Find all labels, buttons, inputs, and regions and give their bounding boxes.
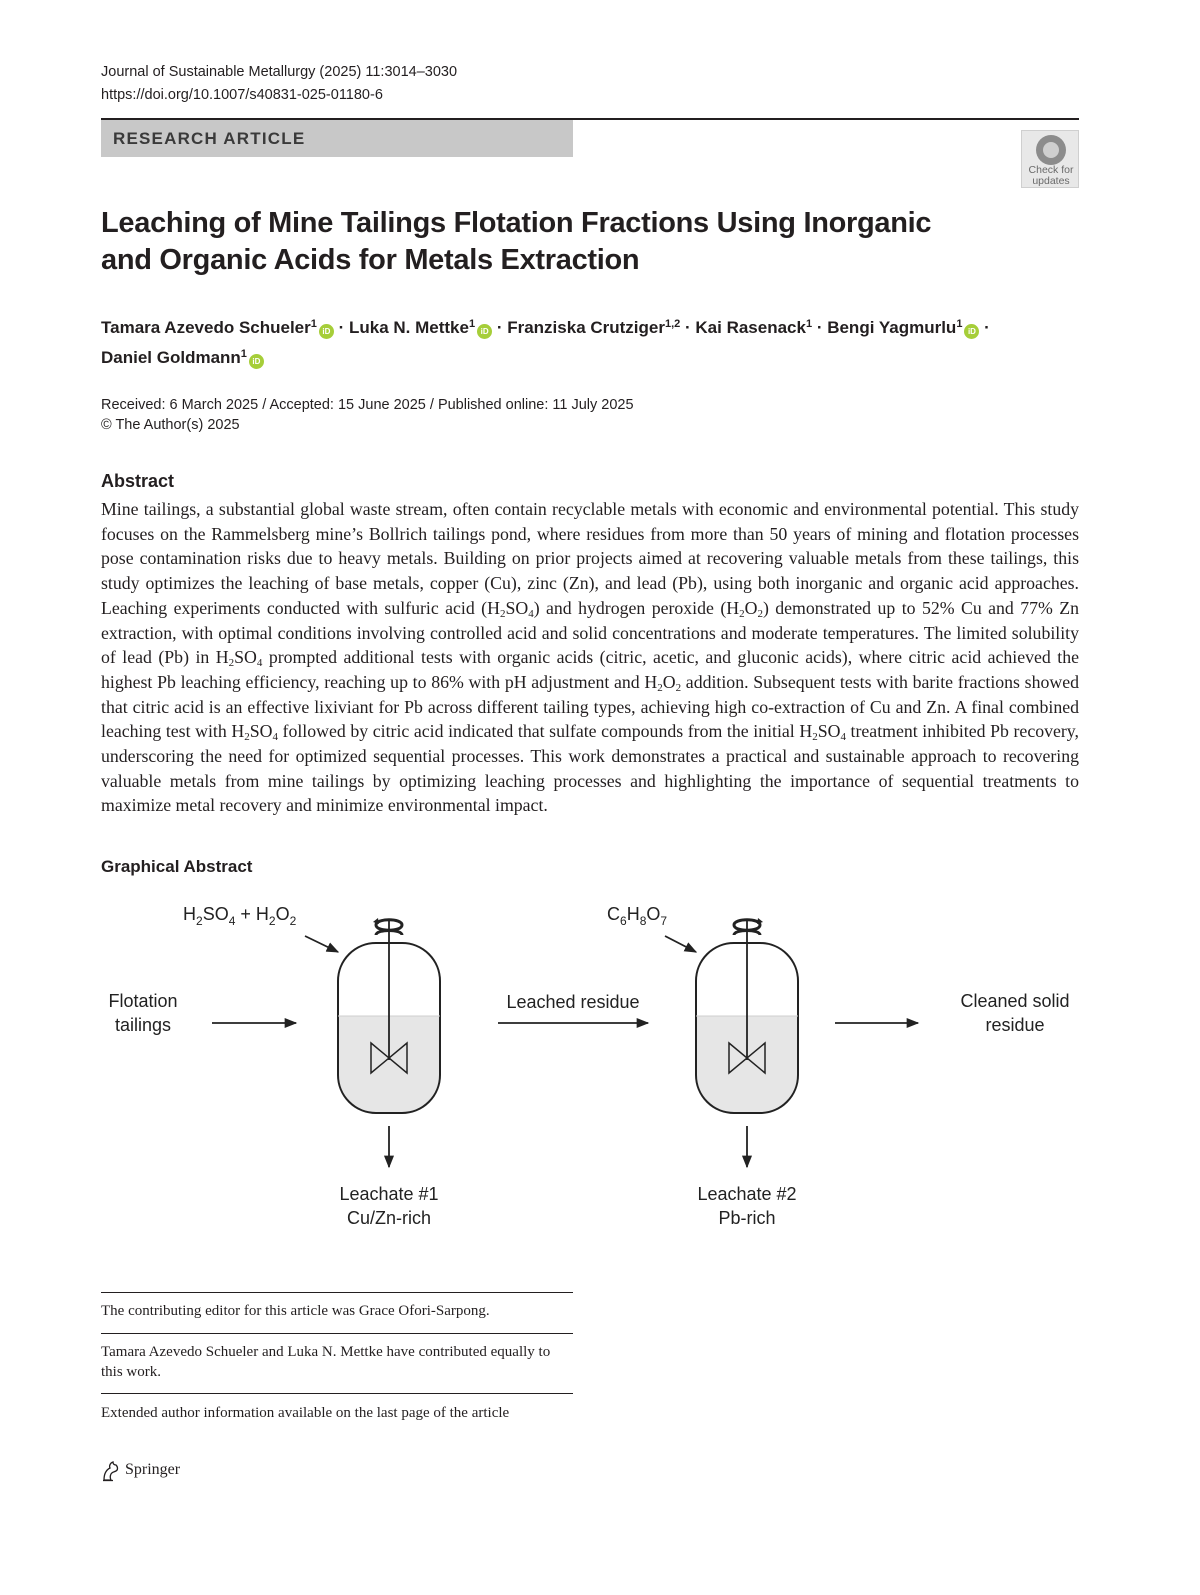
leachate-1-label-line-1: Leachate #1 [339,1184,439,1204]
title-line-2: and Organic Acids for Metals Extraction [101,244,640,276]
reagent-1-arrow [305,936,338,952]
reactor-1 [338,918,440,1116]
author-name: Luka N. Mettke [349,318,469,337]
author-name: Bengi Yagmurlu [827,318,957,337]
article-title [101,205,1001,279]
footnote-extended-info: Extended author information available on the last page of the article [101,1405,510,1421]
affiliation-marker: 1 [468,318,476,330]
reagent-2-label: $C_6H_8O_7$ [607,904,668,928]
abstract-text: ) demonstrated up to 52% Cu and 77% Zn extraction, with optimal conditions involving controlled acid and solid concentrations and moderate temperatures. The limited solubility of lead (Pb) in [101,597,1079,668]
input-label-line-1: Flotation [108,991,178,1011]
footnote-editor: The contributing editor for this article was Grace Ofori-Sarpong. [101,1303,490,1319]
doi-link[interactable]: https://doi.org/10.1007/s40831-025-01180-6 [101,87,383,103]
crossmark-label: Check for updates [1028,164,1074,187]
author-name: Franziska Crutziger [507,318,665,337]
reagent-2-arrow [665,936,696,952]
abstract-text: Mine tailings, a substantial global waste stream, often contain recyclable metals with economic and environmental potential. This study focuses on the Rammelsberg mine’s Bollrich tailings pond, where residues from more than 50 years of mining and flotation processes pose contamination risks due to heavy metals. Building on prior projects aimed at recovering valuable metals from these tailings, this study optimizes the leaching of base metals, copper (Cu), zinc (Zn), and lead (Pb), using both inorganic and organic acid approaches. Leaching experiments conducted with sulfuric acid ( [101,499,1079,618]
output-label-line-2: residue [985,1015,1045,1035]
footnote-rule [101,1393,573,1394]
graphical-abstract-heading: Graphical Abstract [101,857,253,876]
reagent-1-label: $H_2SO_4 + H_2O_2$ [183,904,297,928]
author-name: Daniel Goldmann [101,348,241,367]
author-name: Tamara Azevedo Schueler [101,318,311,337]
output-label-line-1: Cleaned solid [960,991,1070,1011]
author-list: Tamara Azevedo Schueler$^1$iD · Luka N. Mettke$^1$iD · Franziska Crutziger$^{1,2}$ · Kai Rasenack$^1$ · Bengi Yagmurlu$^1$iD · Daniel Goldmann$^1$iD [101,318,990,367]
input-label-line-2: tailings [114,1015,172,1035]
title-line-1: Leaching of Mine Tailings Flotation Fractions Using Inorganic [101,207,932,239]
affiliation-marker: 1,2 [664,318,681,330]
affiliation-marker: 1 [310,318,317,330]
publication-dates: Received: 6 March 2025 / Accepted: 15 June 2025 / Published online: 11 July 2025 [101,397,634,413]
orcid-icon[interactable]: iD [319,324,334,339]
orcid-icon[interactable]: iD [477,324,492,339]
abstract-text: followed by citric acid indicated that sulfate compounds from the initial [277,721,800,742]
abstract-text: addition. Subsequent tests with barite fractions showed that citric acid is an effective lixiviant for Pb across different tailing types, achieving high co-extraction of Cu and Zn. A final combined leaching test with [101,671,1080,742]
copyright-line: © The Author(s) 2025 [101,417,240,433]
leachate-2-label-line-2: Pb-rich [718,1208,776,1228]
abstract-body: Mine tailings, a substantial global waste stream, often contain recyclable metals with economic and environmental potential. This study focuses on the Rammelsberg mine’s Bollrich tailings pond, where residues from more than 50 years of mining and flotation processes pose contamination risks due to heavy metals. Building on prior projects aimed at recovering valuable metals from these tailings, this study optimizes the leaching of base metals, copper (Cu), zinc (Zn), and lead (Pb), using both inorganic and organic acid approaches. Leaching experiments conducted with sulfuric acid $(H_2SO_4)$ and hydrogen peroxide $(H_2O_2)$ demonstrated up to 52% Cu and 77% Zn extraction, with optimal conditions involving controlled acid and solid concentrations and moderate temperatures. The limited solubility of lead (Pb) in $H_2SO_4$ prompted additional tests with organic acids (citric, acetic, and gluconic acids), where citric acid achieved the highest Pb leaching efficiency, reaching up to 86% with pH adjustment and $H_2O_2$ addition. Subsequent tests with barite fractions showed that citric acid is an effective lixiviant for Pb across different tailing types, achieving high co-extraction of Cu and Zn. A final combined leaching test with $H_2SO_4$ followed by citric acid indicated that sulfate compounds from the initial $H_2SO_4$ treatment inhibited Pb recovery, underscoring the need for optimized sequential processes. This work demonstrates a practical and sustainable approach to recovering valuable metals from mine tailings by optimizing leaching processes and highlighting the importance of sequential treatments to maximize metal recovery and minimize environmental impact. [101,499,1080,816]
graphical-abstract-diagram [0,880,1200,1240]
journal-citation: Journal of Sustainable Metallurgy (2025) 11:3014–3030 [101,64,458,80]
abstract-text: prompted additional tests with organic acids (citric, acetic, and gluconic acids), where citric acid achieved the highest Pb leaching efficiency, reaching up to 86% with pH adjustment and [101,647,1079,692]
orcid-icon[interactable]: iD [249,354,264,369]
affiliation-marker: 1 [240,348,247,360]
footnote-rule [101,1292,573,1293]
footnote-equal-contribution: Tamara Azevedo Schueler and Luka N. Mettke have contributed equally to this work. [101,1344,551,1380]
leachate-2-label-line-1: Leachate #2 [697,1184,797,1204]
article-type-bar [101,120,573,157]
leachate-1-label-line-2: Cu/Zn-rich [346,1208,432,1228]
article-type-label: RESEARCH ARTICLE [113,129,306,148]
crossmark-badge[interactable] [1021,130,1079,188]
footnote-rule [101,1333,573,1334]
abstract-text: ) and hydrogen peroxide ( [533,597,727,618]
abstract-heading: Abstract [101,471,175,491]
mid-label: Leached residue [506,992,640,1012]
affiliation-marker: 1 [805,318,813,330]
author-name: Kai Rasenack [695,318,806,337]
orcid-icon[interactable]: iD [964,324,979,339]
abstract-text: treatment inhibited Pb recovery, underscoring the need for optimized sequential processes. This work demonstrates a practical and sustainable approach to recovering valuable metals from mine tailings by optimizing leaching processes and highlighting the importance of sequential treatments to maximize metal recovery and minimize environmental impact. [101,721,1079,816]
crossmark-icon [1036,135,1066,165]
reactor-2 [696,918,798,1116]
publisher-name: Springer [125,1461,181,1478]
springer-horse-icon [101,1460,121,1482]
affiliation-marker: 1 [956,318,963,330]
